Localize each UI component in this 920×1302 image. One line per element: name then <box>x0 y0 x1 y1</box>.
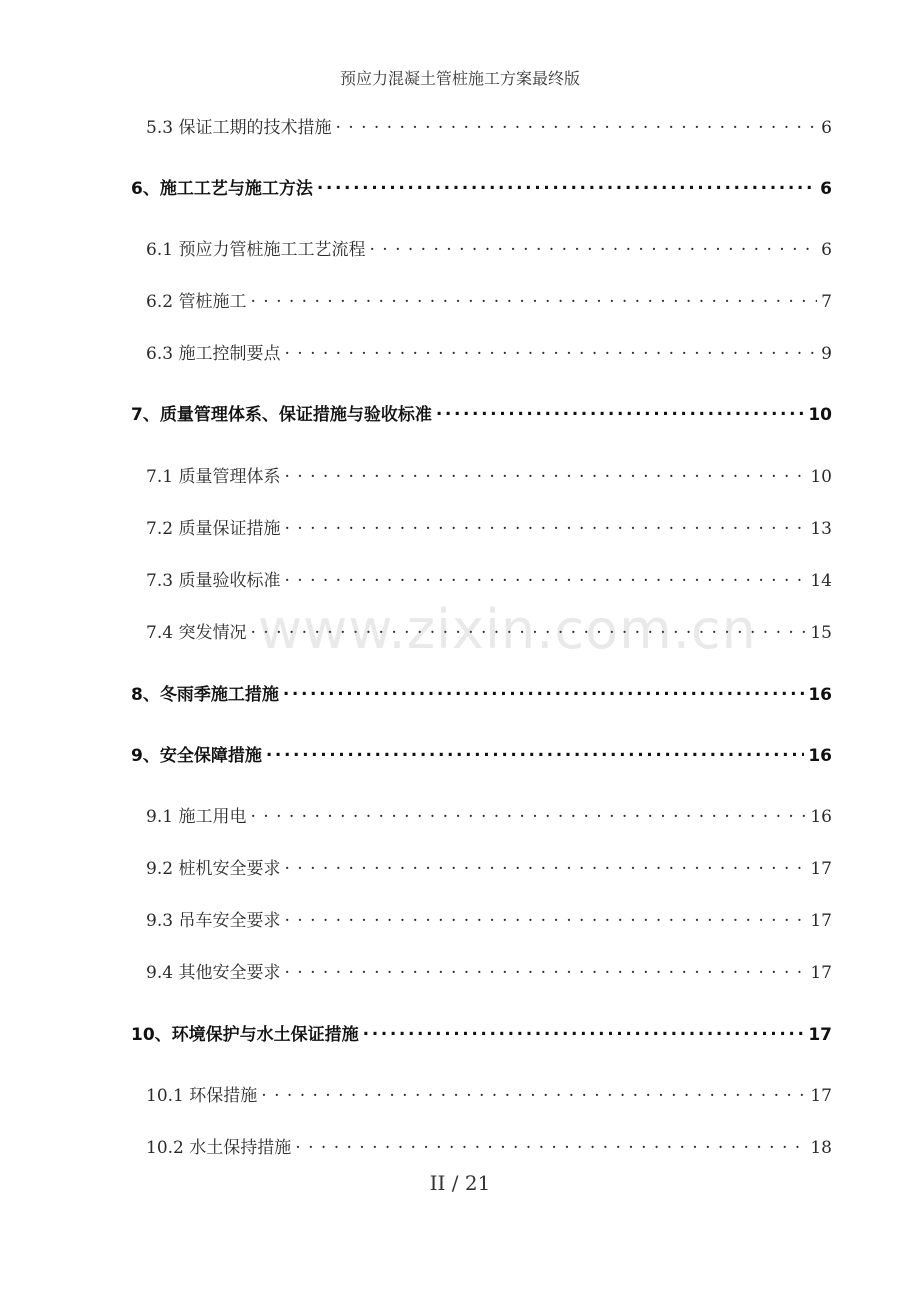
toc-entry-10-2[interactable] <box>146 1133 832 1158</box>
toc-entry-10[interactable] <box>131 1020 832 1045</box>
toc-page-number: 16 <box>808 746 832 766</box>
toc-page-number: 18 <box>810 1138 832 1158</box>
toc-entry-9-4[interactable] <box>146 958 832 983</box>
toc-dot-leader <box>284 569 806 586</box>
toc-entry-8[interactable] <box>131 680 832 705</box>
toc-page-number: 16 <box>808 685 832 705</box>
toc-dot-leader <box>284 465 806 482</box>
toc-entry-label: 8、冬雨季施工措施 <box>131 685 279 705</box>
toc-entry-6[interactable] <box>131 174 832 199</box>
toc-entry-6-2[interactable] <box>146 287 832 312</box>
toc-page-number: 17 <box>808 1025 832 1045</box>
toc-page-number: 7 <box>821 292 832 312</box>
toc-entry-7-3[interactable] <box>146 566 832 591</box>
toc-page-number: 17 <box>810 859 832 879</box>
toc-page-number: 6 <box>820 179 832 199</box>
toc-dot-leader <box>284 961 806 978</box>
toc-dot-leader <box>284 857 806 874</box>
toc-page-number: 10 <box>810 467 832 487</box>
toc-entry-6-1[interactable] <box>146 235 832 260</box>
toc-dot-leader <box>250 805 806 822</box>
toc-entry-9[interactable] <box>131 741 832 766</box>
toc-entry-label: 7.2 质量保证措施 <box>146 519 281 539</box>
toc-entry-label: 10.2 水土保持措施 <box>146 1138 292 1158</box>
toc-page-number: 9 <box>821 344 832 364</box>
toc-entry-label: 9、安全保障措施 <box>131 746 262 766</box>
toc-dot-leader <box>250 621 806 638</box>
toc-dot-leader <box>283 683 804 700</box>
toc-entry-label: 7.1 质量管理体系 <box>146 467 281 487</box>
toc-dot-leader <box>363 1023 805 1040</box>
toc-dot-leader <box>284 517 806 534</box>
toc-dot-leader <box>295 1136 806 1153</box>
toc-entry-7-2[interactable] <box>146 514 832 539</box>
toc-dot-leader <box>335 116 817 133</box>
toc-page-number: 13 <box>810 519 832 539</box>
toc-page-number: 6 <box>821 240 832 260</box>
toc-entry-label: 10、环境保护与水土保证措施 <box>131 1025 359 1045</box>
toc-entry-label: 9.1 施工用电 <box>146 807 247 827</box>
toc-entry-5-3[interactable] <box>146 113 832 138</box>
toc-page-number: 6 <box>821 118 832 138</box>
toc-entry-label: 9.2 桩机安全要求 <box>146 859 281 879</box>
toc-entry-label: 7、质量管理体系、保证措施与验收标准 <box>131 405 432 425</box>
toc-entry-label: 7.4 突发情况 <box>146 623 247 643</box>
document-header-title: 预应力混凝土管桩施工方案最终版 <box>339 69 580 88</box>
toc-entry-label: 9.4 其他安全要求 <box>146 963 281 983</box>
site-watermark: www.zixin.com.cn <box>258 598 757 661</box>
toc-entry-label: 7.3 质量验收标准 <box>146 571 281 591</box>
toc-dot-leader <box>436 403 805 420</box>
toc-dot-leader <box>317 177 816 194</box>
toc-entry-6-3[interactable] <box>146 339 832 364</box>
toc-dot-leader <box>284 342 817 359</box>
toc-page-number: 17 <box>810 1086 832 1106</box>
toc-page-number: 10 <box>808 405 832 425</box>
toc-page-number: 16 <box>810 807 832 827</box>
toc-entry-10-1[interactable] <box>146 1081 832 1106</box>
toc-entry-7-1[interactable] <box>146 462 832 487</box>
toc-dot-leader <box>284 909 806 926</box>
toc-entry-9-1[interactable] <box>146 802 832 827</box>
toc-entry-9-2[interactable] <box>146 854 832 879</box>
toc-entry-7[interactable] <box>131 400 832 425</box>
toc-page-number: 14 <box>810 571 832 591</box>
toc-entry-label: 6.3 施工控制要点 <box>146 344 281 364</box>
toc-entry-label: 9.3 吊车安全要求 <box>146 911 281 931</box>
toc-entry-7-4[interactable] <box>146 618 832 643</box>
toc-dot-leader <box>266 744 804 761</box>
page-number-indicator: II / 21 <box>429 1171 491 1195</box>
toc-dot-leader <box>369 238 817 255</box>
toc-dot-leader <box>261 1084 806 1101</box>
toc-dot-leader <box>250 290 817 307</box>
toc-entry-label: 5.3 保证工期的技术措施 <box>146 118 332 138</box>
toc-page-number: 15 <box>810 623 832 643</box>
toc-entry-label: 6.2 管桩施工 <box>146 292 247 312</box>
toc-page-number: 17 <box>810 963 832 983</box>
toc-entry-9-3[interactable] <box>146 906 832 931</box>
toc-entry-label: 6.1 预应力管桩施工工艺流程 <box>146 240 366 260</box>
toc-page-number: 17 <box>810 911 832 931</box>
toc-entry-label: 10.1 环保措施 <box>146 1086 258 1106</box>
toc-entry-label: 6、施工工艺与施工方法 <box>131 179 313 199</box>
